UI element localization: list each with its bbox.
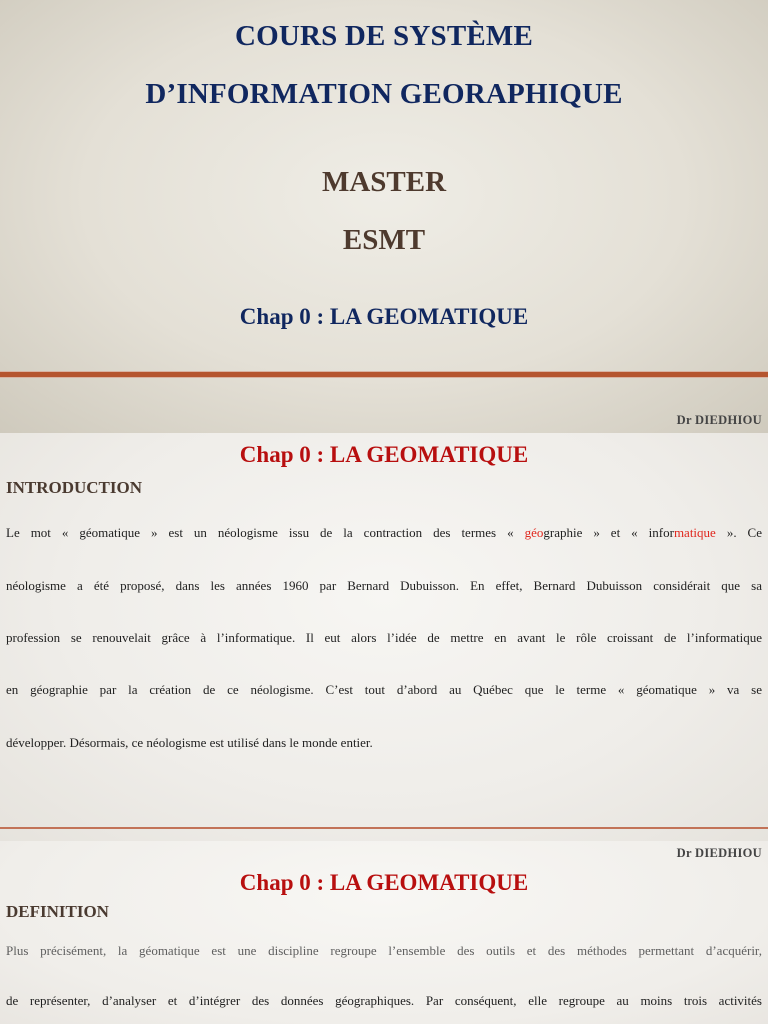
- highlight-matique: matique: [673, 525, 716, 540]
- paragraph-line-4: en géographie par la création de ce néologisme. C’est tout d’abord au Québec que le terme « géomatique » va se: [6, 682, 762, 697]
- paragraph-line-3: profession se renouvelait grâce à l’informatique. Il eut alors l’idée de mettre en avant le rôle croissant de l’informatique: [6, 630, 762, 645]
- chapter-title: Chap 0 : LA GEOMATIQUE: [239, 870, 529, 895]
- author-label: Dr DIEDHIOU: [676, 846, 762, 860]
- paragraph-line-2: de représenter, d’analyser et d’intégrer des données géographiques. Par conséquent, elle regroupe au moins trois activités: [6, 993, 762, 1008]
- chapter-title: Chap 0 : LA GEOMATIQUE: [239, 304, 529, 329]
- course-title-line2: D’INFORMATION GEORAPHIQUE: [145, 78, 623, 110]
- title-slide: [0, 0, 768, 433]
- paragraph-line-1: Plus précisément, la géomatique est une discipline regroupe l’ensemble des outils et des méthodes permettant d’acquérir,: [6, 943, 762, 958]
- course-title-line1: COURS DE SYSTÈME: [234, 20, 534, 52]
- text-segment: Le mot « géomatique » est un néologisme issu de la contraction des termes «: [6, 525, 525, 540]
- introduction-slide: [0, 433, 768, 841]
- author-label: Dr DIEDHIOU: [676, 413, 762, 427]
- chapter-title: Chap 0 : LA GEOMATIQUE: [239, 442, 529, 467]
- highlight-geo: géo: [524, 525, 544, 540]
- text-segment: ». Ce: [715, 525, 762, 540]
- school-label: ESMT: [342, 224, 426, 256]
- text-segment: graphie » et « infor: [543, 525, 674, 540]
- level-label: MASTER: [321, 166, 447, 198]
- paragraph-line-2: néologisme a été proposé, dans les années 1960 par Bernard Dubuisson. En effet, Bernard Dubuisson considérait que sa: [6, 578, 762, 593]
- section-heading: DEFINITION: [6, 902, 109, 921]
- section-heading: INTRODUCTION: [6, 478, 143, 497]
- divider-rule: [0, 827, 768, 829]
- paragraph-line-5: développer. Désormais, ce néologisme est utilisé dans le monde entier.: [6, 735, 373, 750]
- definition-slide: [0, 841, 768, 1024]
- divider-rule: [0, 372, 768, 377]
- paragraph-line-1: [6, 525, 762, 541]
